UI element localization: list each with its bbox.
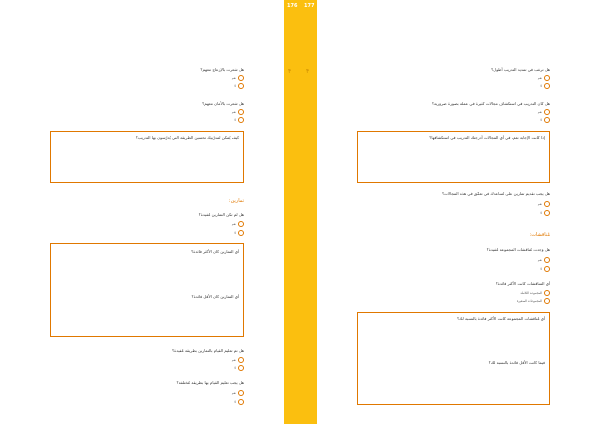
question: هل شعرت بالإزعاج معهم؟ (200, 67, 244, 72)
radio-circle[interactable] (544, 290, 550, 296)
option-yes[interactable]: نعم (232, 108, 244, 115)
answer-box[interactable] (357, 312, 550, 405)
option-no[interactable]: لا (540, 265, 550, 272)
option-no[interactable]: لا (540, 82, 550, 89)
option-yes[interactable]: نعم (232, 74, 244, 81)
radio-circle[interactable] (238, 357, 244, 363)
option-no[interactable]: لا (234, 116, 244, 123)
answer-box-question: إذا كانت الإجابة نعم، في أي المجالات أدرجتك التدريب في استكشافها؟ (429, 135, 545, 140)
section-heading: تمارين: (228, 198, 244, 204)
side-tab-left: ۴ (288, 68, 292, 75)
option-yes[interactable]: نعم (232, 389, 244, 396)
radio-circle[interactable] (544, 266, 550, 272)
option-yes[interactable]: نعم (538, 256, 550, 263)
option-yes[interactable]: نعم (538, 108, 550, 115)
option-no[interactable]: لا (540, 116, 550, 123)
question: هل لم تكن التمارين مُفيدة؟ (198, 212, 244, 217)
radio-circle[interactable] (544, 257, 550, 263)
section-heading: مُناقشات: (529, 232, 550, 238)
option-yes[interactable]: نعم (538, 74, 550, 81)
left-page-bottom (20, 0, 244, 424)
option-no[interactable]: لا (234, 82, 244, 89)
radio-circle[interactable] (544, 298, 550, 304)
option-full-group[interactable]: المجموعة الكاملة (520, 289, 550, 296)
option-no[interactable]: لا (234, 364, 244, 371)
question: هل شعرت بالأمان معهم؟ (202, 101, 244, 106)
answer-box-question: أي التمارين كان الأقل فائدة؟ (191, 294, 239, 299)
option-no[interactable]: لا (540, 209, 550, 216)
option-no[interactable]: لا (234, 229, 244, 236)
option-no[interactable]: لا (234, 398, 244, 405)
question: هل يجب تعليم القيام بها بطريقة مُختلفة؟ (176, 380, 244, 385)
radio-circle[interactable] (238, 399, 244, 405)
question: هل تم تعليم القيام بالتمارين بطريقة مُفيدة؟ (172, 348, 244, 353)
page-number-right: 177 (304, 3, 315, 9)
question: هل يجب تقديم تمارين على تُساعدك في تعمّق في هذه المجالات؟ (441, 191, 550, 196)
answer-box-question: كيف يُمكن لمدرّبيك تحسين الطريقة التي يُدرّسون بها التدريب؟ (135, 135, 239, 140)
option-small-groups[interactable]: المجموعات الصغيرة (517, 297, 550, 304)
page-number-left: 176 (287, 3, 298, 9)
radio-circle[interactable] (544, 201, 550, 207)
question: هل وجدت مُناقشات المجموعة مُفيدة؟ (486, 247, 550, 252)
answer-box-question: أي التمارين كان الأكثر فائدة؟ (191, 249, 239, 254)
answer-box-question: فيما كانت الأقل فائدة بالنسبة لك؟ (488, 360, 545, 365)
question: أي المناقشات كانت الأكثر فائدة؟ (495, 281, 550, 286)
radio-circle[interactable] (238, 390, 244, 396)
answer-box-question: أي مُناقشات المجموعة كانت الأكثر فائدة بالنسبة لك؟ (456, 316, 545, 321)
radio-circle[interactable] (238, 365, 244, 371)
question: هل كان التدريب في استكشاف مجالات كثيرة في عمله بصورة ضرورية؟ (431, 101, 550, 106)
side-tab-right: ۴ (306, 68, 310, 75)
page-spine (284, 0, 317, 424)
option-yes[interactable]: نعم (232, 220, 244, 227)
option-yes[interactable]: نعم (232, 356, 244, 363)
radio-circle[interactable] (544, 210, 550, 216)
option-yes[interactable]: نعم (538, 200, 550, 207)
question: هل ترغب في تمديد التدريب أطول؟ (491, 67, 550, 72)
